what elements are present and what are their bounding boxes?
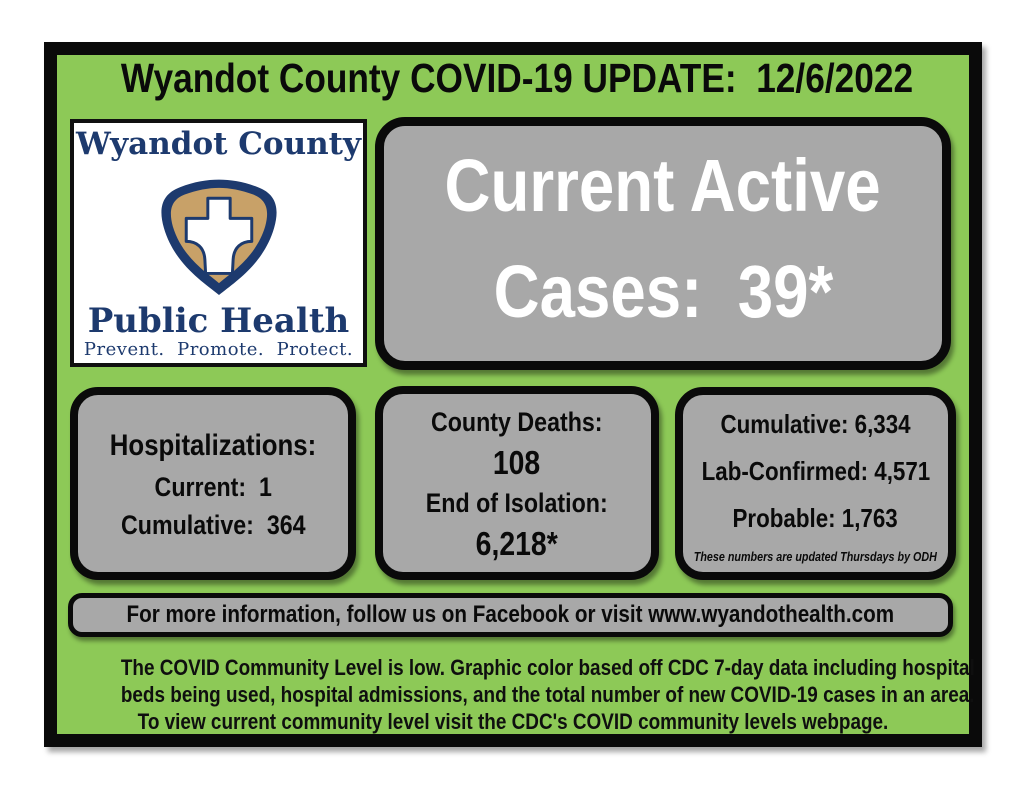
community-level-footnote (120, 654, 975, 735)
hospitalizations-current: Current: 1 (154, 471, 272, 502)
hospitalizations-cumulative: Cumulative: 364 (120, 509, 306, 540)
active-cases-line1: Current Active (444, 143, 882, 227)
case-totals-panel (675, 387, 956, 580)
end-of-isolation-value: 6,218* (475, 525, 559, 562)
footnote-line-1: The COVID Community Level is low. Graphic color based off CDC 7-day data including hospital (120, 655, 975, 680)
hospitalizations-heading: Hospitalizations: (109, 428, 317, 462)
covid-update-poster (44, 42, 982, 747)
county-deaths-value: 108 (493, 444, 541, 481)
active-cases-line2: Cases: 39* (493, 249, 833, 333)
shield-cross-icon (143, 164, 295, 302)
more-information-text: For more information, follow us on Facebook or visit www.wyandothealth.com (126, 601, 895, 628)
logo-org-name-top: Wyandot County (76, 126, 361, 162)
lab-confirmed-line: Lab-Confirmed: 4,571 (701, 456, 930, 486)
hospitalizations-panel (70, 387, 356, 580)
public-health-logo-panel (70, 119, 367, 367)
logo-org-name-bottom: Public Health (87, 301, 350, 341)
footnote-line-3: To view current community level visit the CDC's COVID community levels webpage. (137, 709, 889, 734)
poster-title: Wyandot County COVID-19 UPDATE: 12/6/2022 (120, 55, 914, 101)
logo-tagline: Prevent. Promote. Protect. (83, 339, 354, 360)
deaths-isolation-panel (375, 386, 659, 580)
probable-line: Probable: 1,763 (732, 503, 899, 533)
end-of-isolation-label: End of Isolation: (426, 488, 608, 518)
current-active-cases-panel (375, 117, 951, 370)
cumulative-cases-line: Cumulative: 6,334 (720, 409, 911, 439)
county-deaths-label: County Deaths: (431, 407, 603, 437)
more-information-bar (68, 593, 953, 637)
footnote-line-2: beds being used, hospital admissions, and the total number of new COVID-19 cases in an area. (120, 682, 975, 707)
odh-update-note: These numbers are updated Thursdays by ODH (693, 550, 938, 564)
